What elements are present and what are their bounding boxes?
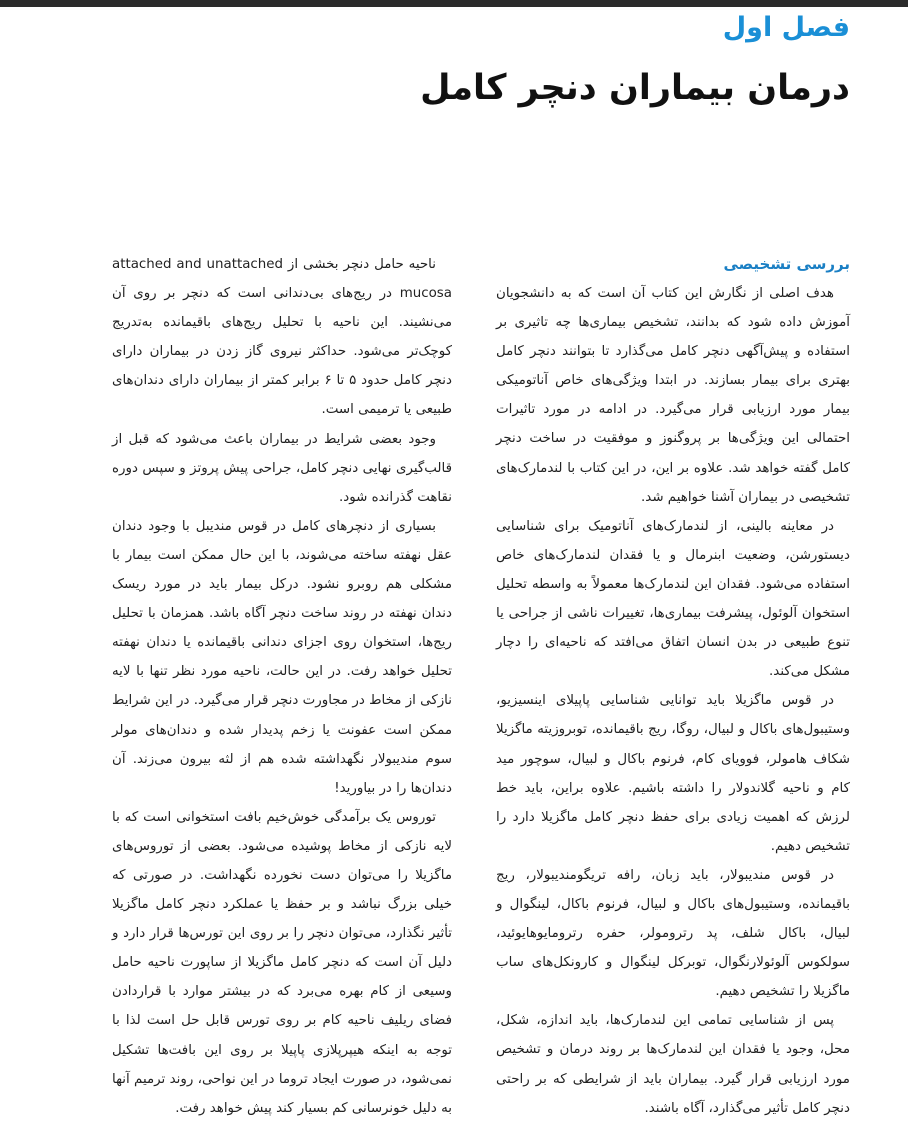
left-column <box>112 250 452 1123</box>
top-rule <box>0 0 908 7</box>
paragraph: وجود بعضی شرایط در بیماران باعث می‌شود که قبل از قالب‌گیری نهایی دنچر کامل، جراحی پیش پروتز و سپس دوره نقاهت گذرانده شود. <box>112 431 452 505</box>
paragraph: بسیاری از دنچرهای کامل در قوس مندیبل با وجود دندان عقل نهفته ساخته می‌شوند، با این حال ممکن است بیمار با مشکلی هم روبرو نشود. درکل بیمار باید در مورد ریسک دندان نهفته در روند ساخت دنچر آگاه باشد. همزمان با تحلیل ریج‌ها، استخوان روی اجزای دندانی باقیمانده یا دندان نهفته تحلیل خواهد رفت. در این حالت، ناحیه مورد نظر تنها با لایه نازکی از مخاط در مجاورت دنچر قرار می‌گیرد. در این شرایط ممکن است عفونت یا زخم پدیدار شده و دندان‌های مولر سوم مندیبولار نگهداشته شده هم از لثه بیرون می‌زند. آن دندان‌ها را در بیاورید! <box>112 518 452 796</box>
paragraph: هدف اصلی از نگارش این کتاب آن است که به دانشجویان آموزش داده شود که بدانند، تشخیص بیماری‌ها چه تاثیری بر استفاده و پیش‌آگهی دنچر کامل می‌گذارد تا بتوانند دنچر کامل بهتری برای بیمار بسازند. در ابتدا ویژگی‌های خاص آناتومیکی بیمار مورد ارزیابی قرار می‌گیرد. در ادامه در مورد تاثیرات احتمالی این ویژگی‌ها بر پروگنوز و موفقیت در ساخت دنچر کامل گفته خواهد شد. علاوه بر این، در این کتاب با لندمارک‌های تشخیصی در بیماران آشنا خواهیم شد. <box>496 286 850 505</box>
paragraph: ناحیه حامل دنچر بخشی از attached and unattached mucosa در ریج‌های بی‌دندانی است که دنچر بر روی آن می‌نشیند. این ناحیه با تحلیل ریج‌های باقیمانده به‌تدریج کوچک‌تر می‌شود. حداکثر نیروی گاز زدن در بیماران دارای دنچر کامل حدود ۵ تا ۶ برابر کمتر از بیماران دارای دندان‌های طبیعی یا ترمیمی است. <box>112 257 452 418</box>
paragraph: در قوس مندیبولار، باید زبان، رافه تریگومندیبولار، ریج باقیمانده، وستیبول‌های باکال و لبیال، فرنوم باکال، لینگوال و لبیال، باکال شلف، پد رترومولر، حفره رترومایوهایوئید، سولکوس آلوئولارنگوال، توبرکل لینگوال و کارونکل‌های ساب ماگزیلا را تشخیص دهیم. <box>496 867 850 1000</box>
paragraph: در قوس ماگزیلا باید توانایی شناسایی پاپیلای اینسیزیو، وستیبول‌های باکال و لبیال، روگا، ریج باقیمانده، توبروزیته ماگزیلا شکاف هامولر، فوویای کام، فرنوم باکال و لبیال، سوچور مید کام و ناحیه گلاندولار را داشته باشیم. علاوه براین، باید خط لرزش که اهمیت زیادی برای حفظ دنچر کامل ماگزیلا دارد را تشخیص دهیم. <box>496 693 850 854</box>
right-column <box>496 250 850 1123</box>
paragraph: پس از شناسایی تمامی این لندمارک‌ها، باید اندازه، شکل، محل، وجود یا فقدان این لندمارک‌ها بر روند درمان و تشخیص مورد ارزیابی قرار گیرد. بیماران باید از شرایطی که بر راحتی دنچر کامل تأثیر می‌گذارد، آگاه باشند. <box>496 1013 850 1116</box>
chapter-label: فصل اول <box>722 12 850 43</box>
section-heading: بررسی تشخیصی <box>723 255 850 273</box>
paragraph: توروس یک برآمدگی خوش‌خیم بافت استخوانی است که با لایه نازکی از مخاط پوشیده می‌شود. بعضی از توروس‌های ماگزیلا را می‌توان دست نخورده نگهداشت. در صورتی که خیلی بزرگ نباشد و بر حفظ یا عملکرد دنچر کامل ماگزیلا تأثیر نگذارد، می‌توان دنچر را بر روی این تورس‌ها قرار دارد و دلیل آن است که دنچر کامل ماگزیلا از ساپورت ناحیه حامل وسیعی از کام بهره می‌برد که در بیشتر موارد با قراردادن فضای ریلیف ناحیه کام بر روی تورس قابل حل است لذا با توجه به اینکه هیپرپلازی پاپیلا بر روی این بافت‌ها تشکیل نمی‌شود، در صورت ایجاد تروما در این نواحی، روند ترمیم آنها به دلیل خونرسانی کم بسیار کند پیش خواهد رفت. <box>112 809 452 1116</box>
chapter-title: درمان بیماران دنچر کامل <box>420 68 850 108</box>
paragraph: در معاینه بالینی، از لندمارک‌های آناتومیک برای شناسایی دیستورشن، وضعیت ابنرمال و یا فقدان لندمارک‌های خاص استفاده می‌شود. فقدان این لندمارک‌ها معمولاً به واسطه تحلیل استخوان آلوئول، پیشرفت بیماری‌ها، تغییرات ناشی از جراحی یا تنوع طبیعی در بدن انسان اتفاق می‌افتد که ناحیه‌ای را دچار مشکل می‌کند. <box>496 518 850 680</box>
